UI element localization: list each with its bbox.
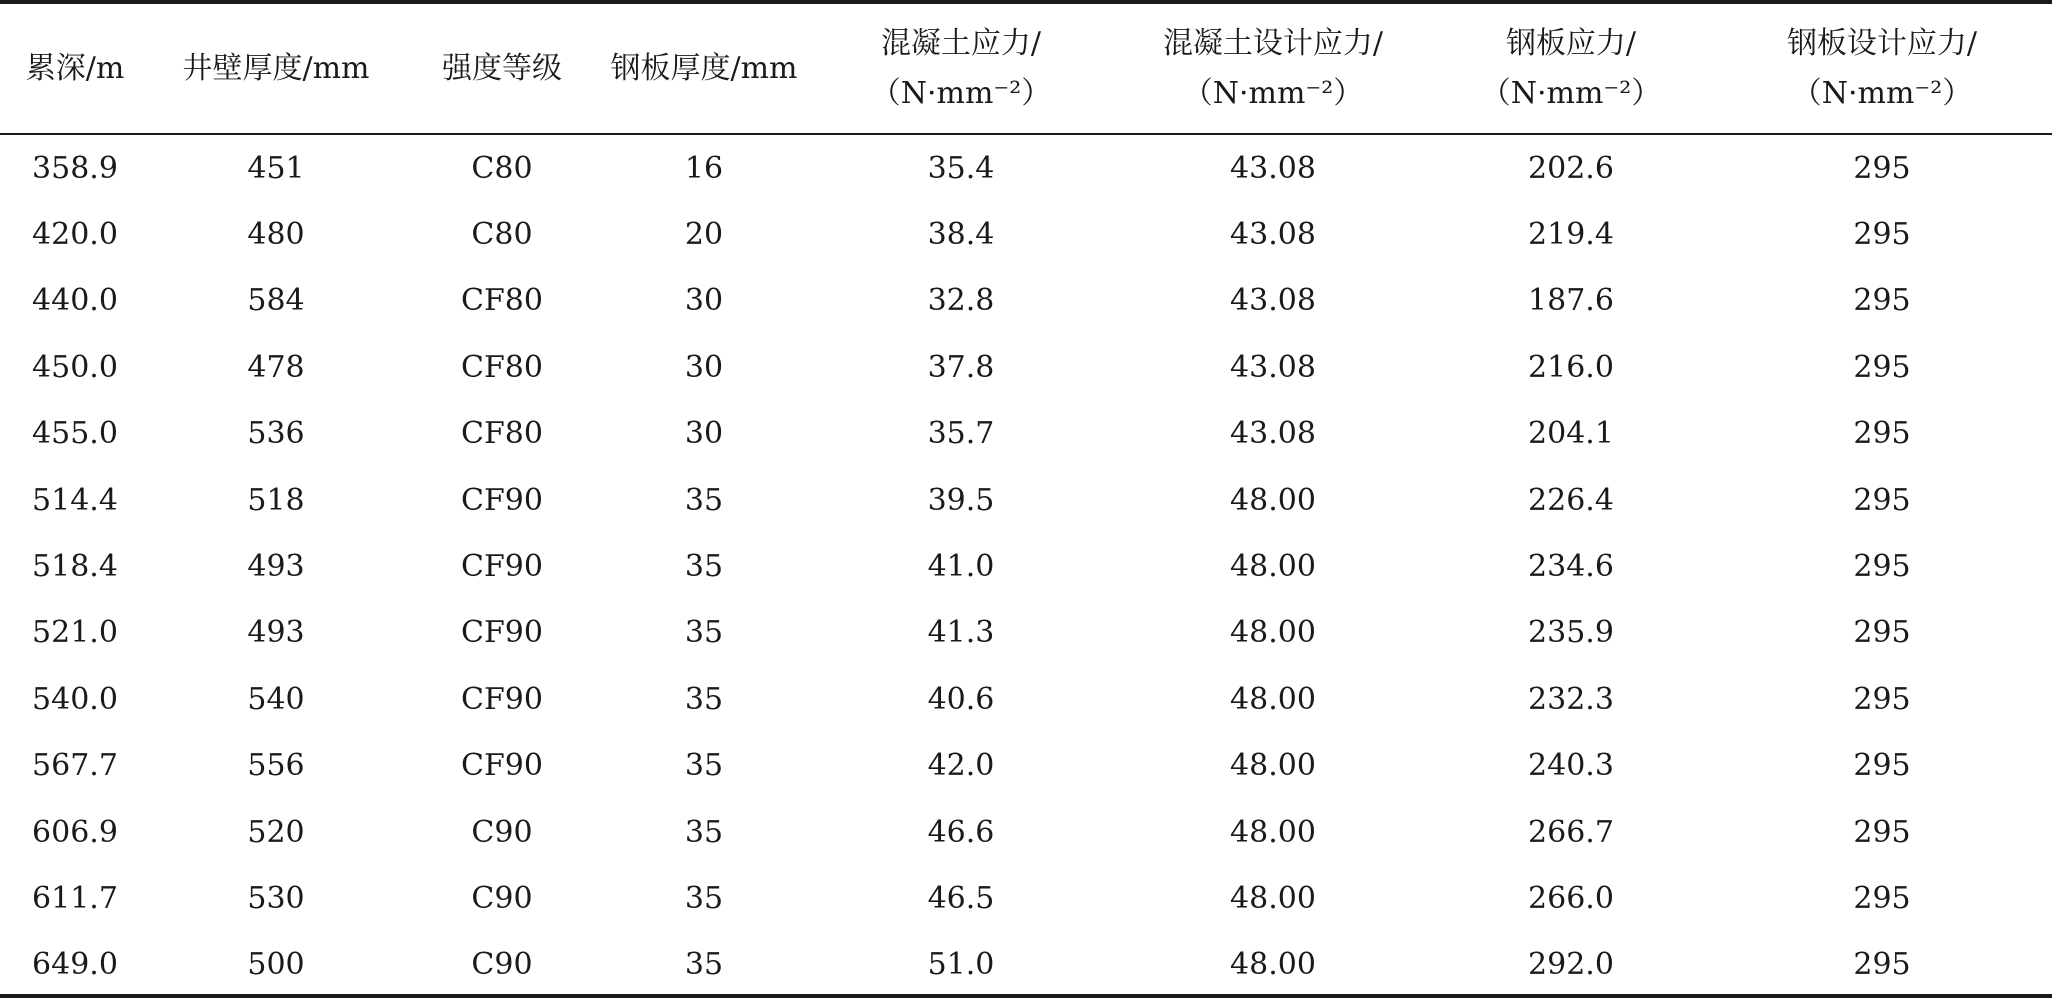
table-cell: 450.0 <box>32 349 118 385</box>
table-cell: 295 <box>1853 615 1911 651</box>
table-cell: 295 <box>1853 150 1911 186</box>
table-cell: 219.4 <box>1528 217 1614 253</box>
table-cell: 478 <box>247 349 305 385</box>
table-cell: 48.00 <box>1230 681 1316 717</box>
table-cell: 295 <box>1853 814 1911 850</box>
table-cell: 520 <box>247 814 305 850</box>
table-row <box>0 932 2052 998</box>
table-cell: 493 <box>247 615 305 651</box>
table-cell: C80 <box>471 150 533 186</box>
table-cell: 266.0 <box>1528 880 1614 916</box>
table-cell: 480 <box>247 217 305 253</box>
table-cell: 48.00 <box>1230 947 1316 983</box>
table-row <box>0 533 2052 599</box>
table-row <box>0 133 2052 201</box>
table-cell: 292.0 <box>1528 947 1614 983</box>
table-cell: 43.08 <box>1230 283 1316 319</box>
table-cell: 295 <box>1853 947 1911 983</box>
table-row <box>0 733 2052 799</box>
table-cell: CF90 <box>461 549 543 585</box>
table-cell: 46.5 <box>927 880 995 916</box>
table-cell: 20 <box>684 217 724 253</box>
table-cell: C80 <box>471 217 533 253</box>
table-cell: 216.0 <box>1528 349 1614 385</box>
table-cell: 48.00 <box>1230 549 1316 585</box>
table-cell: 30 <box>684 349 724 385</box>
table-cell: 540.0 <box>32 681 118 717</box>
table-cell: C90 <box>471 814 533 850</box>
table-row <box>0 467 2052 533</box>
header-row <box>0 4 2052 133</box>
table-row <box>0 401 2052 467</box>
table-cell: 35 <box>684 482 724 518</box>
table-cell: 295 <box>1853 748 1911 784</box>
table-cell: 43.08 <box>1230 150 1316 186</box>
table-cell: 295 <box>1853 349 1911 385</box>
table-cell: 518 <box>247 482 305 518</box>
table-cell: 649.0 <box>32 947 118 983</box>
header-cell: 强度等级 <box>442 50 562 86</box>
table-cell: 611.7 <box>32 880 118 916</box>
table-cell: 500 <box>247 947 305 983</box>
table-cell: 16 <box>684 150 724 186</box>
table-cell: 226.4 <box>1528 482 1614 518</box>
table-cell: 295 <box>1853 217 1911 253</box>
table-cell: 266.7 <box>1528 814 1614 850</box>
table-cell: 420.0 <box>32 217 118 253</box>
table-cell: 46.6 <box>927 814 995 850</box>
table-cell: CF80 <box>461 416 543 452</box>
table-cell: 295 <box>1853 549 1911 585</box>
table-cell: 48.00 <box>1230 748 1316 784</box>
table-cell: 567.7 <box>32 748 118 784</box>
header-cell: 混凝土设计应力/ （N·mm⁻²） <box>1162 25 1384 111</box>
table-cell: 48.00 <box>1230 814 1316 850</box>
table-cell: 204.1 <box>1528 416 1614 452</box>
table-cell: 455.0 <box>32 416 118 452</box>
table-cell: 38.4 <box>927 217 995 253</box>
table-cell: 32.8 <box>927 283 995 319</box>
header-cell: 钢板厚度/mm <box>610 50 798 86</box>
table-cell: 35 <box>684 549 724 585</box>
table-cell: C90 <box>471 880 533 916</box>
table-row <box>0 268 2052 334</box>
table-header <box>0 4 2052 133</box>
table-cell: 440.0 <box>32 283 118 319</box>
header-cell: 累深/m <box>25 50 125 86</box>
table-row <box>0 865 2052 931</box>
table-cell: CF90 <box>461 748 543 784</box>
table-cell: 30 <box>684 283 724 319</box>
table-cell: 584 <box>247 283 305 319</box>
table-cell: 530 <box>247 880 305 916</box>
table-cell: 295 <box>1853 416 1911 452</box>
table-row <box>0 600 2052 666</box>
table-cell: CF80 <box>461 283 543 319</box>
table-cell: 51.0 <box>927 947 995 983</box>
table-cell: 493 <box>247 549 305 585</box>
table-cell: CF90 <box>461 615 543 651</box>
data-table <box>0 4 2052 998</box>
table-cell: 48.00 <box>1230 880 1316 916</box>
table-cell: 30 <box>684 416 724 452</box>
table-cell: 240.3 <box>1528 748 1614 784</box>
header-cell: 井壁厚度/mm <box>182 50 370 86</box>
table-cell: 295 <box>1853 880 1911 916</box>
table-cell: 35 <box>684 748 724 784</box>
table-cell: C90 <box>471 947 533 983</box>
table-body <box>0 133 2052 998</box>
table-cell: 606.9 <box>32 814 118 850</box>
table-cell: 540 <box>247 681 305 717</box>
table-cell: CF90 <box>461 681 543 717</box>
table-cell: 35 <box>684 681 724 717</box>
table-cell: 48.00 <box>1230 482 1316 518</box>
table-cell: 35 <box>684 947 724 983</box>
table-cell: 295 <box>1853 681 1911 717</box>
table-cell: 202.6 <box>1528 150 1614 186</box>
table-cell: CF90 <box>461 482 543 518</box>
table-cell: 39.5 <box>927 482 995 518</box>
table-cell: 187.6 <box>1528 283 1614 319</box>
table-cell: 35.4 <box>927 150 995 186</box>
header-cell: 钢板应力/ （N·mm⁻²） <box>1480 25 1662 111</box>
table-cell: 235.9 <box>1528 615 1614 651</box>
header-cell: 钢板设计应力/ （N·mm⁻²） <box>1786 25 1978 111</box>
table-cell: 35 <box>684 615 724 651</box>
table-cell: 451 <box>247 150 305 186</box>
table-cell: 42.0 <box>927 748 995 784</box>
table-cell: 43.08 <box>1230 349 1316 385</box>
table-cell: 536 <box>247 416 305 452</box>
table-cell: 518.4 <box>32 549 118 585</box>
table-cell: 358.9 <box>32 150 118 186</box>
table-cell: 556 <box>247 748 305 784</box>
table-cell: 41.3 <box>927 615 995 651</box>
table-cell: 521.0 <box>32 615 118 651</box>
table-cell: 41.0 <box>927 549 995 585</box>
table-cell: 48.00 <box>1230 615 1316 651</box>
table-cell: 35.7 <box>927 416 995 452</box>
table-cell: 35 <box>684 814 724 850</box>
table-cell: 37.8 <box>927 349 995 385</box>
table-cell: 514.4 <box>32 482 118 518</box>
table-cell: 234.6 <box>1528 549 1614 585</box>
table-cell: CF80 <box>461 349 543 385</box>
table-cell: 40.6 <box>927 681 995 717</box>
table-cell: 35 <box>684 880 724 916</box>
table-row <box>0 334 2052 400</box>
table-row <box>0 799 2052 865</box>
header-cell: 混凝土应力/ （N·mm⁻²） <box>870 25 1052 111</box>
table-cell: 295 <box>1853 482 1911 518</box>
table-row <box>0 201 2052 267</box>
table-row <box>0 666 2052 732</box>
table-cell: 43.08 <box>1230 416 1316 452</box>
table-cell: 232.3 <box>1528 681 1614 717</box>
table-cell: 295 <box>1853 283 1911 319</box>
table-cell: 43.08 <box>1230 217 1316 253</box>
